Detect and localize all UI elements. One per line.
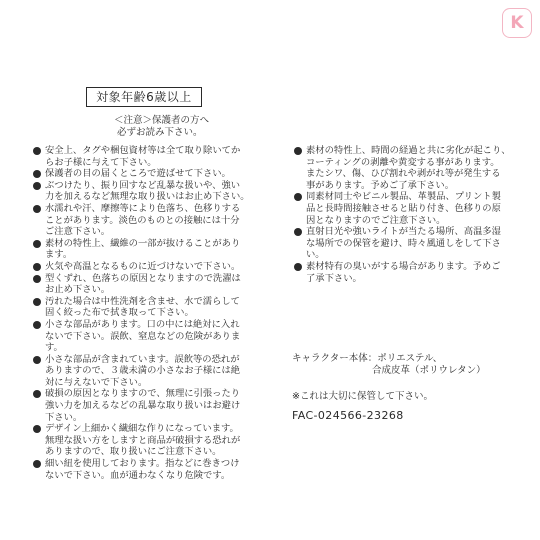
- warning-item: [294, 145, 526, 191]
- bullet-icon: [33, 356, 41, 364]
- bullet-icon: [33, 182, 41, 190]
- bullet-icon: [33, 298, 41, 306]
- warning-text: 安全上、タグや梱包資材等は全て取り除いてか らお子様に与えて下さい。: [45, 145, 241, 168]
- warning-text: 同素材同士やビニル製品、革製品、プリント製 品と長時間接触させると貼り付き、色移りの原 因となりますのでご注意下さい。: [306, 191, 501, 226]
- warning-text: 小さな部品があります。口の中には絶対に入れ ないで下さい。誤飲、窒息などの危険がありま す。: [45, 318, 241, 354]
- warning-item: [294, 261, 526, 284]
- warning-item: [294, 226, 526, 261]
- material-value: 合成皮革（ポリウレタン）: [372, 365, 486, 376]
- warning-item: [294, 191, 526, 226]
- notice-header: [114, 115, 209, 139]
- warning-text: デザイン上細かく繊細な作りになっています。 無理な扱い方をしますと商品が破損する恐れが ありますので、取り扱いにご注意下さい。: [45, 423, 241, 458]
- warning-text: 保護者の目の届くところで遊ばせて下さい。: [45, 168, 231, 180]
- notice-line-1: ＜注意＞保護者の方へ: [114, 115, 210, 126]
- warning-item: [33, 354, 263, 389]
- warning-item: [33, 238, 263, 261]
- warning-item: [33, 296, 263, 319]
- bullet-icon: [294, 193, 302, 201]
- care-note: ※これは大切に保管して下さい。: [292, 391, 433, 402]
- bullet-icon: [33, 460, 41, 468]
- bullet-icon: [33, 240, 41, 248]
- warning-item: [33, 180, 263, 203]
- warning-item: [33, 261, 263, 273]
- warning-item: [33, 423, 263, 458]
- bullet-icon: [33, 170, 41, 178]
- warning-text: 破損の原因となりますので、無理に引張ったり 強い力を加えるなどの乱暴な取り扱いはお避け 下さい。: [45, 388, 241, 423]
- material-label: キャラクター本体：ポリエステル、: [292, 353, 443, 364]
- warning-item: [33, 168, 263, 180]
- warning-text: 型くずれ、色落ちの原因となりますので洗濯は お止め下さい。: [45, 272, 241, 296]
- warning-text: 直射日光や強いライトが当たる場所、高温多湿 な場所での保管を避け、時々風通しをして下さ い。: [306, 226, 501, 261]
- product-code: FAC-024566-23268: [292, 409, 404, 422]
- warning-text: 素材の特性上、時間の経過と共に劣化が起こり、 コーティングの剥離や黄変する事があります。 またシワ、傷、ひび割れや剥がれ等が発生する 事があります。予めご了承下さい。: [306, 145, 511, 191]
- bullet-icon: [33, 321, 41, 329]
- warning-text: 汚れた場合は中性洗剤を含ませ、水で濡らして 固く絞った布で拭き取って下さい。: [45, 295, 240, 319]
- warning-item: [33, 458, 263, 481]
- bullet-icon: [294, 147, 302, 155]
- warning-text: 細い紐を使用しております。指などに巻きつけ ないで下さい。血が通わなくなり危険です。: [45, 458, 240, 481]
- warning-item: [33, 388, 263, 423]
- warning-text: 水濡れや汗、摩擦等により色落ち、色移りする ことがあります。淡色のものとの接触には十分 ご注意下さい。: [45, 202, 241, 238]
- bullet-icon: [33, 275, 41, 283]
- warning-item: [33, 319, 263, 354]
- bullet-icon: [294, 263, 302, 271]
- warning-list-right: [294, 145, 526, 284]
- warning-item: [33, 203, 263, 238]
- warning-item: [33, 273, 263, 296]
- bullet-icon: [294, 228, 302, 236]
- warning-text: ぶつけたり、振り回すなど乱暴な扱いや、強い 力を加えるなど無理な取り扱いはお止め下さい。: [45, 179, 250, 203]
- age-label: 対象年齢6歳以上: [86, 87, 202, 107]
- warning-list-left: [33, 145, 263, 481]
- bullet-icon: [33, 205, 41, 213]
- bullet-icon: [33, 425, 41, 433]
- warning-item: [33, 145, 263, 168]
- warning-text: 小さな部品が含まれています。誤飲等の恐れが ありますので、３歳未満の小さなお子様には絶 対に与えないで下さい。: [45, 353, 241, 388]
- warning-text: 素材の特性上、繊維の一部が抜けることがあり ます。: [45, 237, 241, 261]
- bullet-icon: [33, 390, 41, 398]
- warning-text: 火気や高温となるものに近づけないで下さい。: [45, 260, 241, 272]
- warning-text: 素材特有の臭いがする場合があります。予めご 了承下さい。: [306, 260, 501, 284]
- bullet-icon: [33, 147, 41, 155]
- bullet-icon: [33, 263, 41, 271]
- notice-line-2: 必ずお読み下さい。: [117, 127, 203, 138]
- brand-badge-icon: K: [502, 8, 532, 38]
